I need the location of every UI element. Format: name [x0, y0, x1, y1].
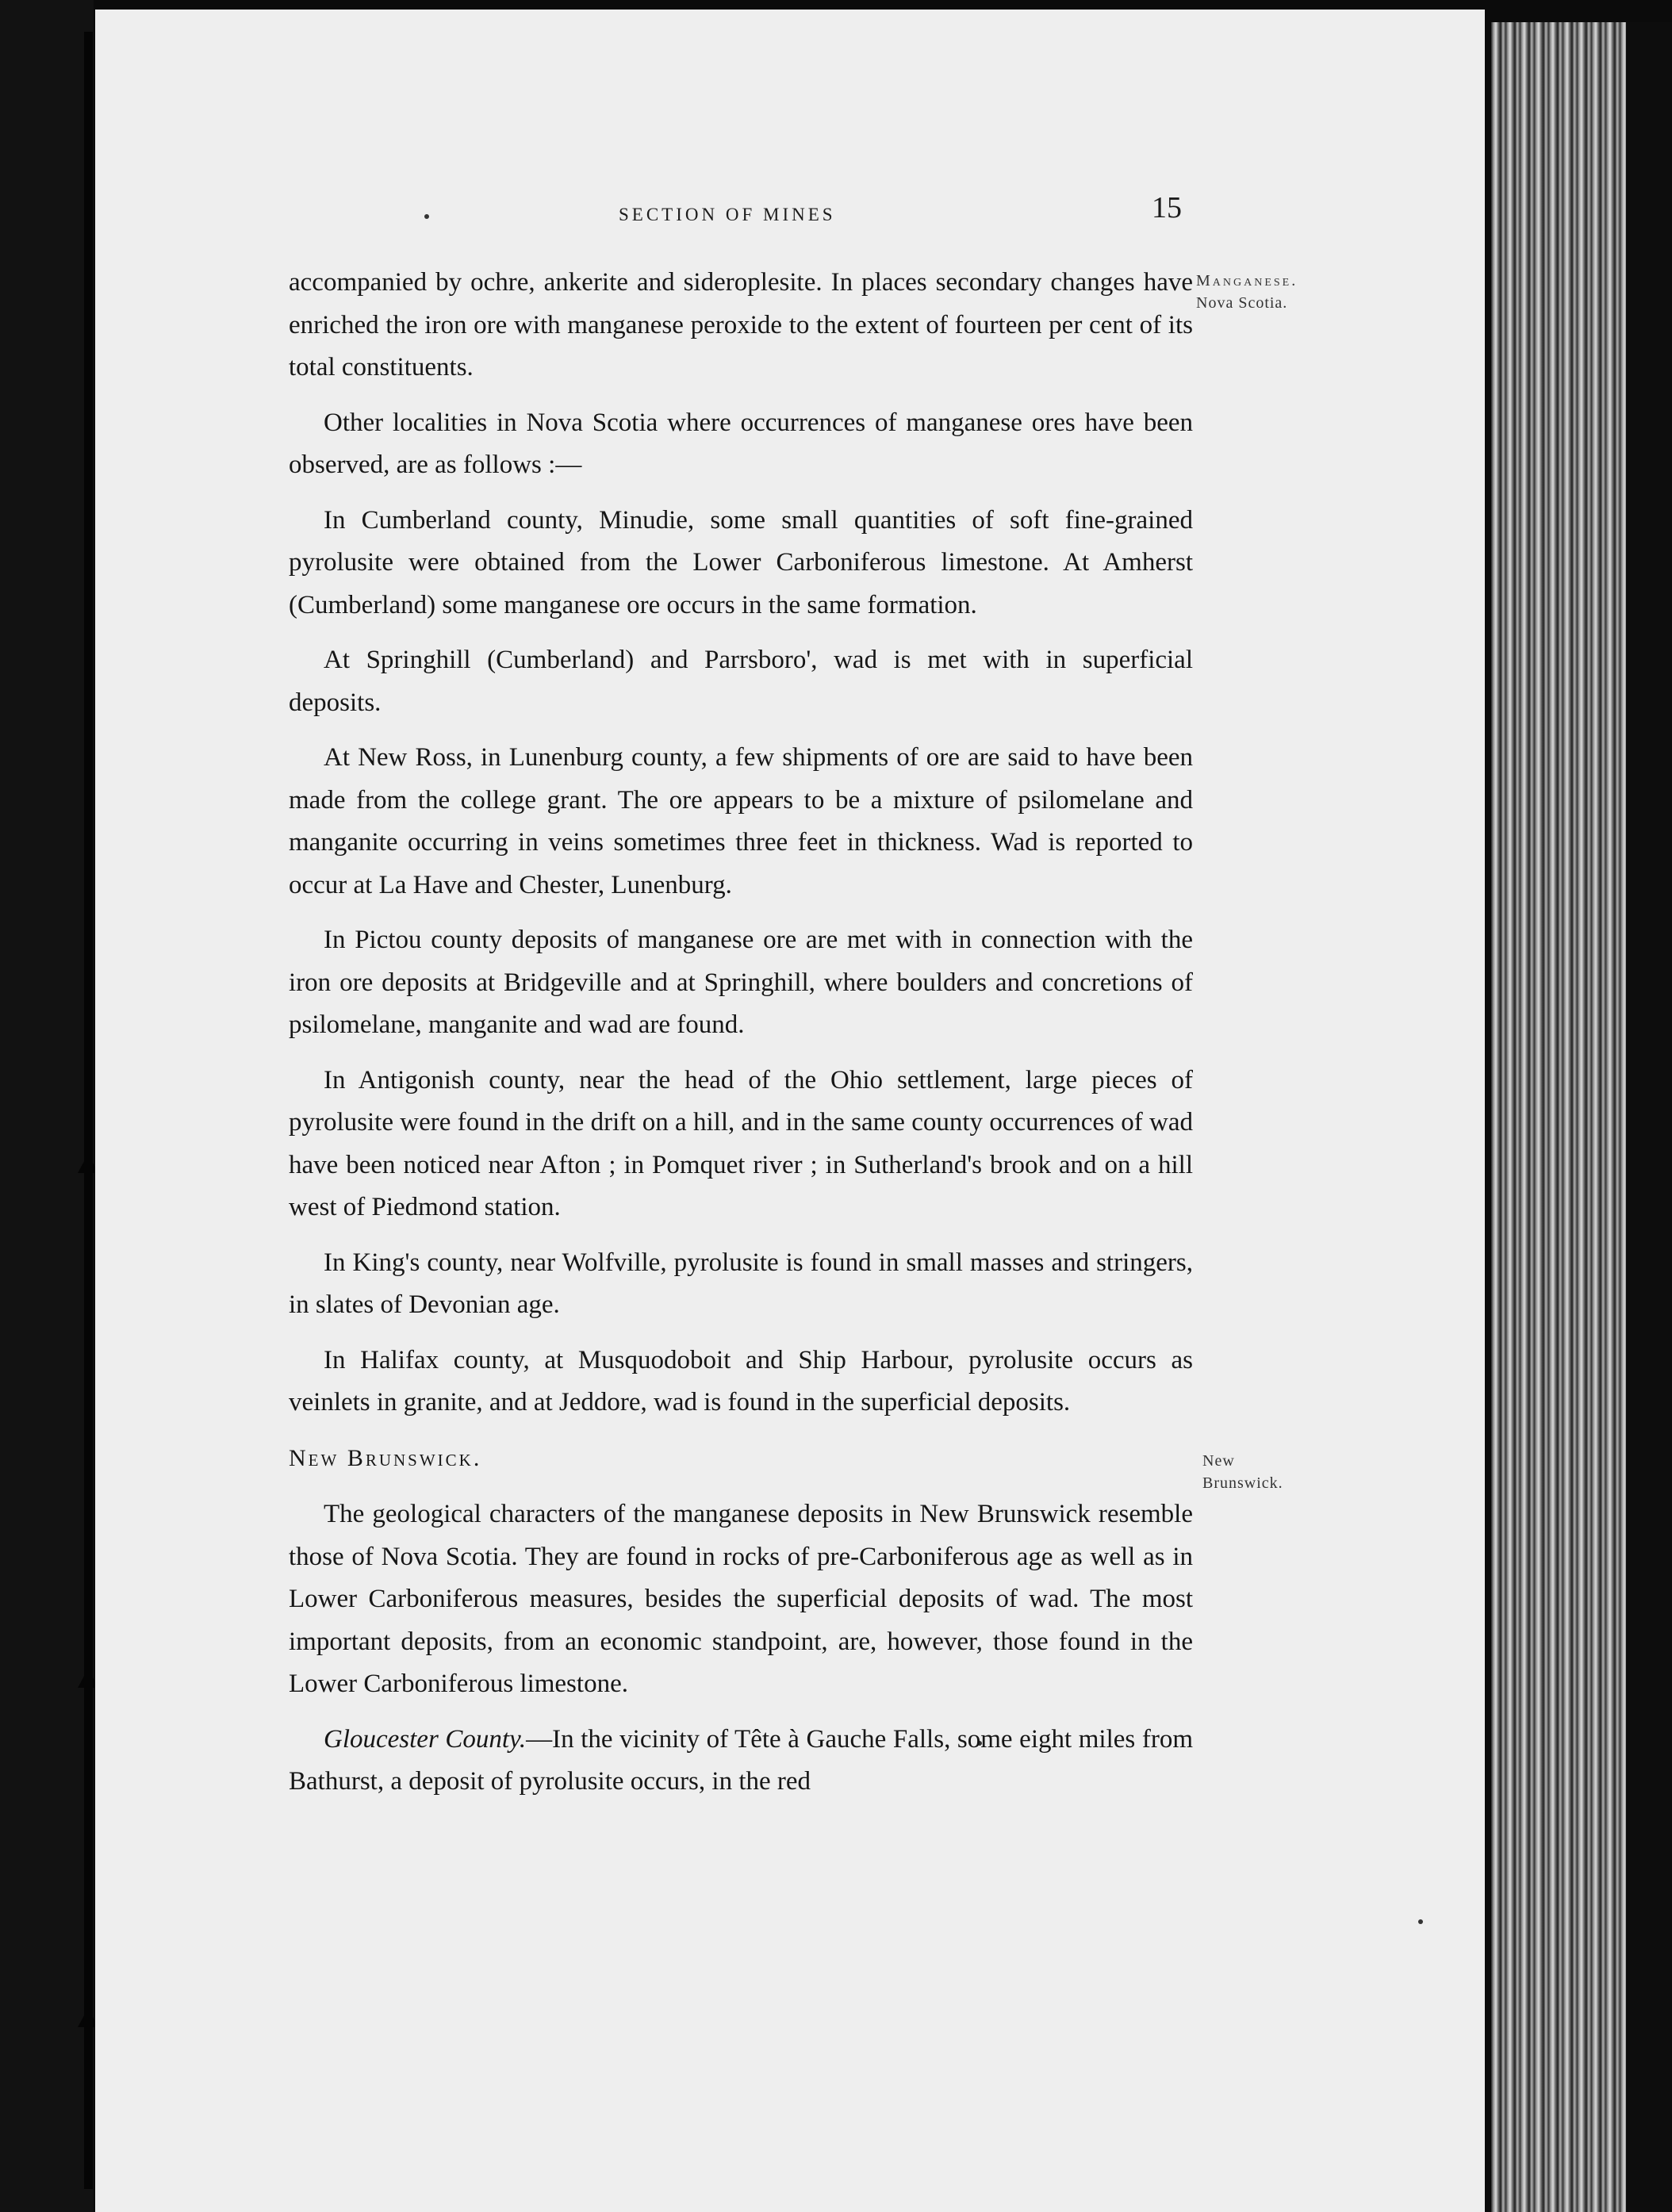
- body-text: [289, 262, 1193, 1816]
- paragraph: At New Ross, in Lunenburg county, a few shipments of ore are said to have been made from the college grant. The ore appears to be a mixture of psilomelane and manganite occurring in veins sometimes three feet in thickness. Wad is reported to occur at La Have and Chester, Lunenburg.: [289, 743, 1193, 899]
- binding-rule: [84, 32, 93, 2189]
- margin-note-line: Brunswick.: [1202, 1474, 1283, 1492]
- paragraph: In Halifax county, at Musquodoboit and Ship Harbour, pyrolusite occurs as veinlets in granite, and at Jeddore, wad is found in the superficial deposits.: [289, 1345, 1193, 1417]
- paragraph: accompanied by ochre, ankerite and sideroplesite. In places secondary changes have enriched the iron ore with manganese peroxide to the extent of fourteen per cent of its total constituents.: [289, 268, 1193, 381]
- margin-note-line: Manganese.: [1196, 272, 1298, 289]
- paragraph: In Antigonish county, near the head of the Ohio settlement, large pieces of pyrolusite were found in the drift on a hill, and in the same county occurrences of wad have been noticed near Afton ; in Pomquet river ; in Sutherland's brook and on a hill west of Piedmond station.: [289, 1065, 1193, 1221]
- paragraph: Other localities in Nova Scotia where occurrences of manganese ores have been observed, are as follows :—: [289, 408, 1193, 479]
- margin-note-manganese-nova-scotia: [1196, 270, 1298, 314]
- margin-note-line: New: [1202, 1452, 1235, 1470]
- paragraph: In Cumberland county, Minudie, some small quantities of soft fine-grained pyrolusite were obtained from the Lower Carboniferous limestone. At Amherst (Cumberland) some manganese ore occurs in the same formation.: [289, 505, 1193, 619]
- print-speck: [424, 214, 429, 219]
- running-title: SECTION OF MINES: [619, 205, 836, 224]
- page-number: 15: [1152, 191, 1182, 224]
- subsection-label: Gloucester County.: [324, 1724, 527, 1754]
- margin-note-line: Nova Scotia.: [1196, 294, 1288, 312]
- print-speck: [1418, 1919, 1423, 1924]
- paragraph: At Springhill (Cumberland) and Parrsboro', wad is met with in superficial deposits.: [289, 646, 1193, 717]
- subsection-text: —In the vicinity of Tête à Gauche Falls, some eight miles from Bathurst, a deposit of pyrolusite occurs, in the red: [289, 1724, 1193, 1796]
- paragraph: The geological characters of the manganese deposits in New Brunswick resemble those of Nova Scotia. They are found in rocks of pre-Carboniferous age as well as in Lower Carboniferous measures, besides the superficial deposits of wad. The most important deposits, from an economic standpoint, are, however, those found in the Lower Carboniferous limestone.: [289, 1500, 1193, 1698]
- margin-note-new-brunswick: [1202, 1450, 1283, 1494]
- paragraph: In King's county, near Wolfville, pyrolusite is found in small masses and stringers, in slates of Devonian age.: [289, 1248, 1193, 1319]
- paragraph: In Pictou county deposits of manganese ore are met with in connection with the iron ore deposits at Bridgeville and at Springhill, where boulders and concretions of psilomelane, manganite and wad are found.: [289, 926, 1193, 1039]
- section-heading: New Brunswick.: [289, 1444, 482, 1471]
- page-stack-shadow: [1626, 22, 1672, 2212]
- paragraph-gloucester: [289, 1719, 1193, 1804]
- scan-left-edge: [0, 0, 94, 2212]
